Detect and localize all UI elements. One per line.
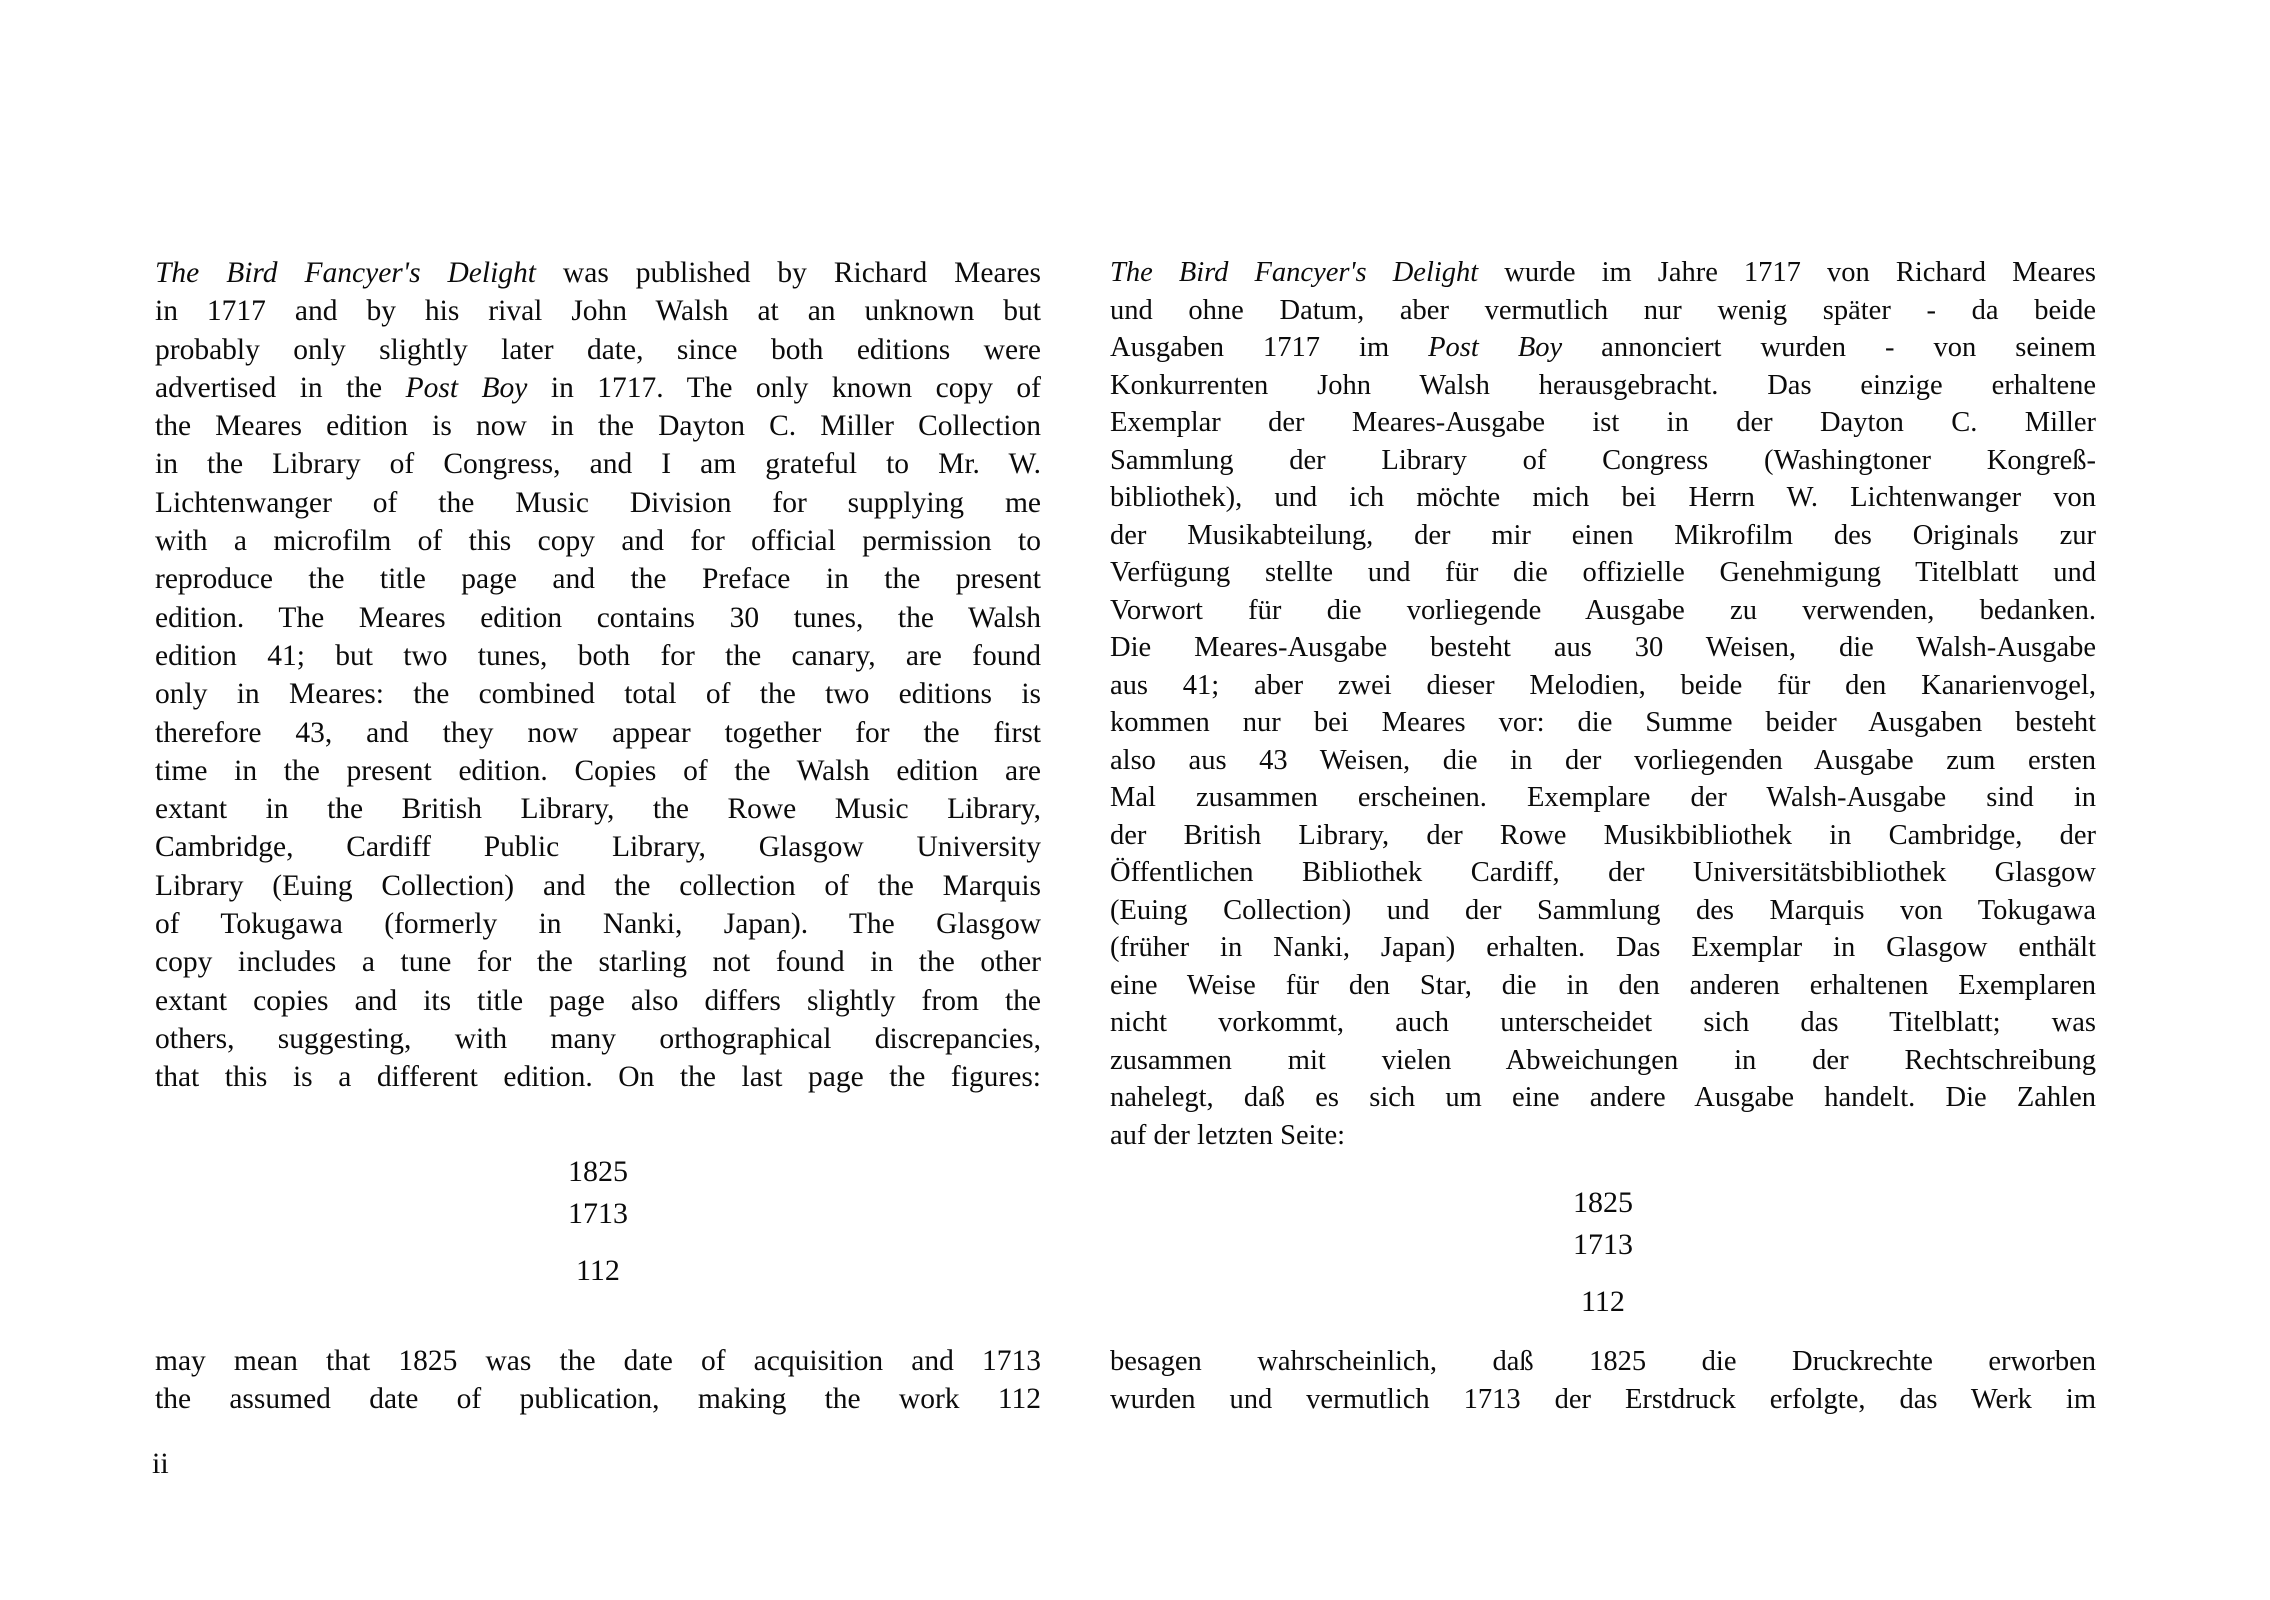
page-number: ii xyxy=(152,1447,169,1480)
figure-value: 112 xyxy=(1581,1285,1625,1318)
text-segment: Die Meares-Ausgabe besteht aus 30 Weisen, die Walsh-Ausgabe xyxy=(1110,632,2096,663)
text-segment: der Musikabteilung, der mir einen Mikrofilm des Originals zur xyxy=(1110,519,2096,551)
text-segment: Exemplar der Meares-Ausgabe ist in der Dayton C. Miller xyxy=(1110,407,2096,438)
text-line xyxy=(1110,704,2096,742)
text-segment: Vorwort für die vorliegende Ausgabe zu verwenden, bedanken. xyxy=(1110,594,2096,626)
text-line xyxy=(1110,629,2096,667)
text-segment: the assumed date of publication, making the work 112 xyxy=(155,1382,1041,1415)
text-line xyxy=(1110,592,2096,630)
text-line xyxy=(1110,1004,2096,1042)
text-segment: was published by Richard Meares xyxy=(535,257,1041,289)
text-segment: in 1717. The only known copy of xyxy=(527,371,1041,404)
text-segment: Öffentlichen Bibliothek Cardiff, der Universitätsbibliothek Glasgow xyxy=(1110,857,2096,888)
text-line xyxy=(1110,554,2096,592)
figure-value: 1825 xyxy=(568,1154,628,1188)
text-segment: aus 41; aber zwei dieser Melodien, beide für den Kanarienvogel, xyxy=(1110,669,2096,701)
text-segment: auf der letzten Seite: xyxy=(1110,1119,1346,1151)
text-segment: Mal zusammen erscheinen. Exemplare der Walsh-Ausgabe sind in xyxy=(1110,782,2096,813)
text-segment: Sammlung der Library of Congress (Washingtoner Kongreß- xyxy=(1110,444,2096,476)
text-segment: only in Meares: the combined total of the two editions is xyxy=(155,678,1041,711)
english-paragraph xyxy=(155,254,1041,1097)
text-segment: that this is a different edition. On the last page the figures: xyxy=(155,1061,1041,1094)
text-segment: the Meares edition is now in the Dayton C. Miller Collection xyxy=(155,410,1041,443)
text-segment: may mean that 1825 was the date of acquisition and 1713 xyxy=(155,1344,1041,1377)
text-segment: Cambridge, Cardiff Public Library, Glasgow University xyxy=(155,831,1041,864)
text-segment: therefore 43, and they now appear together for the first xyxy=(155,716,1041,749)
text-line xyxy=(155,867,1041,905)
text-line xyxy=(1110,254,2096,292)
german-closing-paragraph xyxy=(1110,1343,2096,1418)
text-segment: wurden und vermutlich 1713 der Erstdruck erfolgte, das Werk im xyxy=(1110,1383,2096,1415)
text-line xyxy=(1110,817,2096,855)
text-segment: Library (Euing Collection) and the collection of the Marquis xyxy=(155,869,1041,902)
figure-value: 112 xyxy=(576,1253,620,1287)
text-line xyxy=(155,522,1041,560)
text-line xyxy=(1110,967,2096,1005)
text-segment: Lichtenwanger of the Music Division for supplying me xyxy=(155,486,1041,519)
text-line xyxy=(1110,479,2096,517)
text-segment: annonciert wurden - von seinem xyxy=(1562,332,2097,363)
text-segment: time in the present edition. Copies of the Walsh edition are xyxy=(155,754,1041,787)
text-segment: others, suggesting, with many orthographical discrepancies, xyxy=(155,1022,1041,1055)
text-line xyxy=(1110,929,2096,967)
figure-value: 1713 xyxy=(1573,1228,1633,1261)
text-line xyxy=(155,369,1041,407)
text-segment: extant copies and its title page also differs slightly from the xyxy=(155,984,1041,1017)
italic-title-segment: The Bird Fancyer's Delight xyxy=(1110,257,1479,288)
text-line xyxy=(1110,742,2096,780)
text-line xyxy=(155,1058,1041,1096)
text-segment: Konkurrenten John Walsh herausgebracht. Das einzige erhaltene xyxy=(1110,369,2096,401)
text-line xyxy=(155,484,1041,522)
text-line xyxy=(1110,1079,2096,1117)
text-line xyxy=(155,292,1041,330)
text-line xyxy=(155,331,1041,369)
text-segment: in 1717 and by his rival John Walsh at an unknown but xyxy=(155,295,1041,328)
text-segment: copy includes a tune for the starling not found in the other xyxy=(155,946,1041,979)
text-line xyxy=(155,714,1041,752)
italic-title-segment: Post Boy xyxy=(1428,332,1563,363)
text-line xyxy=(155,637,1041,675)
text-line xyxy=(1110,892,2096,930)
text-line xyxy=(1110,1343,2096,1381)
text-line xyxy=(1110,1117,2096,1155)
figure-value: 1713 xyxy=(568,1196,628,1230)
text-line xyxy=(155,982,1041,1020)
text-segment: wurde im Jahre 1717 von Richard Meares xyxy=(1478,257,2096,288)
text-line xyxy=(155,828,1041,866)
text-line xyxy=(1110,329,2096,367)
text-segment: reproduce the title page and the Preface in the present xyxy=(155,563,1041,596)
text-line xyxy=(155,943,1041,981)
text-line xyxy=(155,254,1041,292)
text-segment: probably only slightly later date, since both editions were xyxy=(155,333,1041,366)
text-line xyxy=(155,445,1041,483)
text-segment: with a microfilm of this copy and for official permission to xyxy=(155,525,1041,558)
text-segment: edition. The Meares edition contains 30 tunes, the Walsh xyxy=(155,601,1041,634)
english-figures-block xyxy=(155,1151,1041,1292)
text-segment: Ausgaben 1717 im xyxy=(1110,332,1429,363)
text-line xyxy=(1110,1042,2096,1080)
text-line xyxy=(1110,367,2096,405)
italic-title-segment: Post Boy xyxy=(405,371,528,404)
text-line xyxy=(1110,517,2096,555)
text-line xyxy=(155,407,1041,445)
text-line xyxy=(1110,442,2096,480)
text-line xyxy=(155,752,1041,790)
text-segment: in the Library of Congress, and I am grateful to Mr. W. xyxy=(155,448,1041,481)
italic-title-segment: The Bird Fancyer's Delight xyxy=(155,257,536,289)
text-line xyxy=(155,1380,1041,1418)
text-segment: also aus 43 Weisen, die in der vorliegenden Ausgabe zum ersten xyxy=(1110,744,2096,776)
text-segment: besagen wahrscheinlich, daß 1825 die Druckrechte erworben xyxy=(1110,1346,2096,1377)
text-line xyxy=(155,599,1041,637)
text-segment: Verfügung stellte und für die offizielle Genehmigung Titelblatt und xyxy=(1110,557,2096,588)
text-segment: nicht vorkommt, auch unterscheidet sich das Titelblatt; was xyxy=(1110,1007,2096,1038)
text-segment: bibliothek), und ich möchte mich bei Herrn W. Lichtenwanger von xyxy=(1110,482,2096,513)
text-segment: advertised in the xyxy=(155,371,406,404)
text-line xyxy=(1110,667,2096,705)
text-line xyxy=(155,1342,1041,1380)
text-segment: kommen nur bei Meares vor: die Summe beider Ausgaben besteht xyxy=(1110,707,2096,738)
german-column xyxy=(1110,254,2096,1418)
text-line xyxy=(155,675,1041,713)
german-paragraph xyxy=(1110,254,2096,1154)
text-line xyxy=(1110,1381,2096,1419)
text-line xyxy=(155,790,1041,828)
text-segment: (Euing Collection) und der Sammlung des Marquis von Tokugawa xyxy=(1110,894,2096,926)
text-line xyxy=(1110,404,2096,442)
english-column xyxy=(155,254,1041,1418)
text-line xyxy=(155,1020,1041,1058)
text-line xyxy=(155,560,1041,598)
text-segment: eine Weise für den Star, die in den anderen erhaltenen Exemplaren xyxy=(1110,969,2096,1001)
text-line xyxy=(1110,779,2096,817)
text-segment: of Tokugawa (formerly in Nanki, Japan). The Glasgow xyxy=(155,908,1041,941)
text-line xyxy=(1110,854,2096,892)
figure-value: 1825 xyxy=(1573,1186,1633,1219)
text-segment: nahelegt, daß es sich um eine andere Ausgabe handelt. Die Zahlen xyxy=(1110,1082,2096,1113)
text-segment: und ohne Datum, aber vermutlich nur wenig später - da beide xyxy=(1110,294,2096,326)
text-segment: edition 41; but two tunes, both for the canary, are found xyxy=(155,639,1041,672)
text-line xyxy=(155,905,1041,943)
german-figures-block xyxy=(1110,1182,2096,1323)
text-segment: der British Library, der Rowe Musikbibliothek in Cambridge, der xyxy=(1110,819,2096,851)
english-closing-paragraph xyxy=(155,1342,1041,1419)
text-segment: extant in the British Library, the Rowe Music Library, xyxy=(155,793,1041,826)
text-segment: (früher in Nanki, Japan) erhalten. Das Exemplar in Glasgow enthält xyxy=(1110,932,2096,963)
text-segment: zusammen mit vielen Abweichungen in der Rechtschreibung xyxy=(1110,1044,2096,1076)
text-line xyxy=(1110,292,2096,330)
